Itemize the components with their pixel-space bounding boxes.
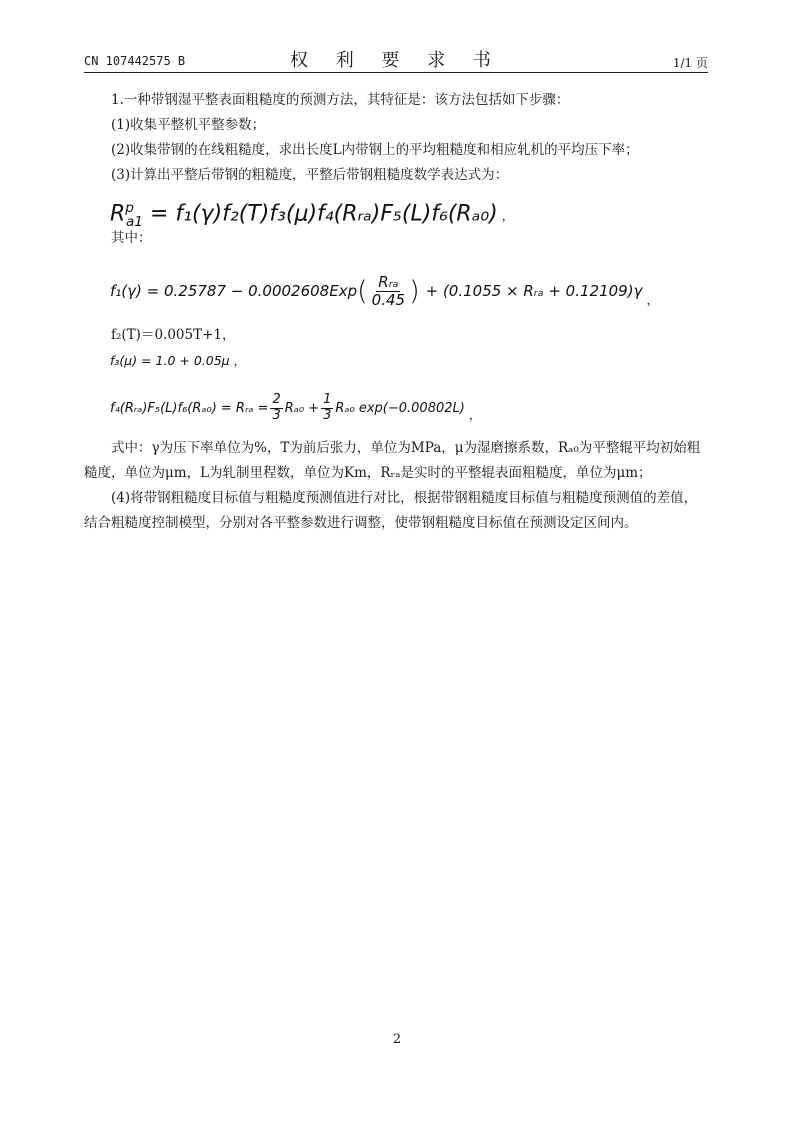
claim-step-1: (1)收集平整机平整参数； xyxy=(111,117,266,133)
f4-fraction-2-denominator: 3 xyxy=(323,407,332,423)
f4-formula-mid: Rₐ₀ + xyxy=(284,400,320,416)
claim-step-4: (4)将带钢粗糙度目标值与粗糙度预测值进行对比，根据带钢粗糙度目标值与粗糙度预测值的差值，结合粗糙度控制模型，分别对各平整参数进行调整，使带钢粗糙度目标值在预测设定区间内。 xyxy=(84,490,698,531)
main-formula-rhs: = f₁(γ)f₂(T)f₃(μ)f₄(Rᵣₐ)F₅(L)f₆(Rₐ₀) xyxy=(149,201,498,227)
f1-formula-comma: ， xyxy=(646,293,659,307)
f4-fraction-2 xyxy=(321,393,333,423)
main-roughness-formula xyxy=(110,190,710,230)
patent-number: CN 107442575 B xyxy=(84,54,186,68)
claim-step-2: (2)收集带钢的在线粗糙度，求出长度L内带钢上的平均粗糙度和相应轧机的平均压下率； xyxy=(111,142,639,158)
f4-fraction-1 xyxy=(270,393,282,423)
where-label: 其中： xyxy=(111,230,152,246)
main-formula-sup: p xyxy=(125,200,134,216)
main-formula-sub: a1 xyxy=(125,213,143,230)
claims-body xyxy=(84,88,710,536)
f3-formula xyxy=(110,348,710,374)
f4-fraction-1-numerator: 2 xyxy=(272,392,281,408)
f1-fraction xyxy=(370,274,407,308)
f1-fraction-denominator: 0.45 xyxy=(371,290,406,309)
main-formula-lhs: R xyxy=(110,201,126,227)
f4-fraction-2-numerator: 1 xyxy=(323,392,332,408)
f1-left-paren: ( xyxy=(357,275,368,307)
f1-formula-tail: + (0.1055 × Rᵣₐ + 0.12109)γ xyxy=(425,281,643,300)
page-header xyxy=(84,46,708,73)
variable-explanation: 式中：γ为压下率单位为%，T为前后张力，单位为MPa，μ为湿磨擦系数，Rₐ₀为平整辊平均初始粗糙度，单位为μm，L为轧制里程数，单位为Km，Rᵣₐ是实时的平整辊表面粗糙度，单位为μm； xyxy=(84,440,701,481)
f1-right-paren: ) xyxy=(409,275,420,307)
document-title: 权 利 要 求 书 xyxy=(290,50,502,71)
f3-formula-text: f₃(μ) = 1.0 + 0.05μ xyxy=(110,353,230,368)
f4-fraction-1-denominator: 3 xyxy=(272,407,281,423)
page-count: 1/1 页 xyxy=(672,56,708,70)
f1-formula-lhs: f₁(γ) = 0.25787 − 0.0002608Exp xyxy=(110,281,358,300)
f3-formula-comma: ， xyxy=(233,354,246,368)
f1-fraction-numerator: Rᵣₐ xyxy=(378,273,399,291)
f1-formula xyxy=(110,269,710,313)
main-formula-comma: ， xyxy=(501,209,514,224)
f4-formula xyxy=(110,388,710,428)
claim-step-3: (3)计算出平整后带钢的粗糙度，平整后带钢粗糙度数学表达式为： xyxy=(111,167,509,183)
claim-intro: 1.一种带钢湿平整表面粗糙度的预测方法，其特征是：该方法包括如下步骤： xyxy=(111,92,570,108)
f4-formula-tail: Rₐ₀ exp(−0.00802L) xyxy=(335,400,465,416)
f4-formula-lhs: f₄(Rᵣₐ)F₅(L)f₆(Rₐ₀) = Rᵣₐ = xyxy=(110,400,269,416)
f2-formula: f₂(T)＝0.005T+1， xyxy=(111,327,236,343)
page-number: 2 xyxy=(392,1032,402,1047)
f4-formula-comma: ， xyxy=(468,408,481,422)
